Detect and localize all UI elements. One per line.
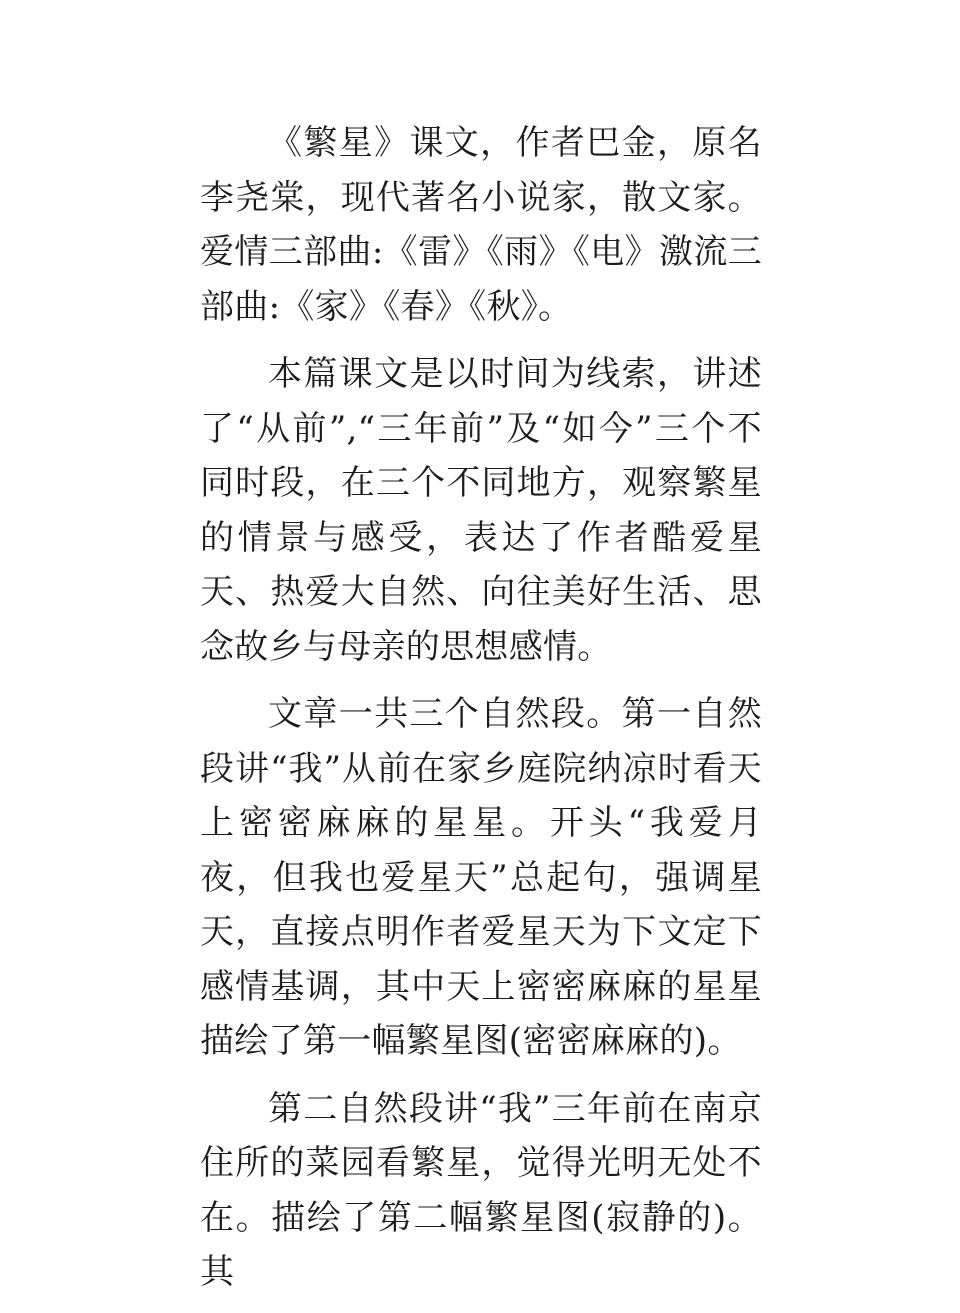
paragraph-author-intro: 《繁星》课文，作者巴金，原名李尧棠，现代著名小说家，散文家。 爱情三部曲:《雷》《雨》《电》激流三部曲:《家》《春》《秋》。	[200, 123, 762, 327]
paragraph-theme-summary: 本篇课文是以时间为线索，讲述了“从前”,“三年前”及“如今”三个不同时段，在三个不同地方，观察繁星的情景与感受，表达了作者酷爱星天、热爱大自然、向往美好生活、思念故乡与母亲的思想感情。	[200, 354, 762, 667]
paragraph-second-section: 第二自然段讲“我”三年前在南京住所的菜园看繁星，觉得光明无处不在。描绘了第二幅繁星图(寂静的)。其	[200, 1088, 762, 1292]
document-text	[200, 116, 762, 1313]
paragraph-first-section: 文章一共三个自然段。第一自然段讲“我”从前在家乡庭院纳凉时看天上密密麻麻的星星。开头“我爱月夜，但我也爱星天”总起句，强调星天，直接点明作者爱星天为下文定下感情基调，其中天上密密麻麻的星星描绘了第一幅繁星图(密密麻麻的)。	[200, 694, 762, 1061]
